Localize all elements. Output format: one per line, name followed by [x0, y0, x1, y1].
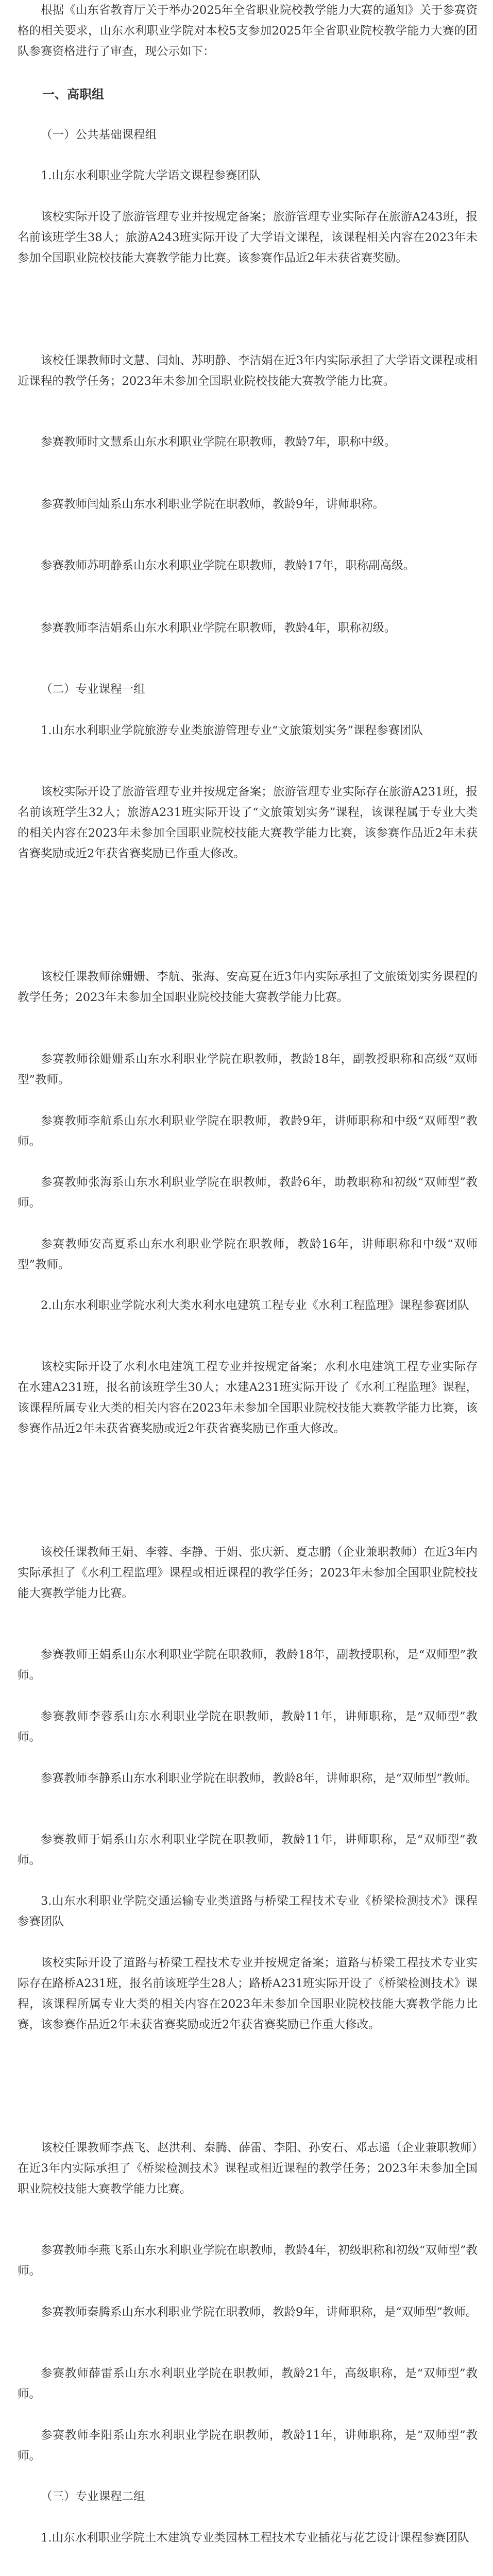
group-heading-public-foundation: （一）公共基础课程组: [41, 128, 157, 142]
team-paragraph: 该校任课教师徐姗姗、李航、张海、安高夏在近3年内实际承担了文旅策划实务课程的教学任务；2023年未参加全国职业院校技能大赛教学能力比赛。: [18, 970, 478, 1004]
team-paragraph: 参赛教师于娟系山东水利职业学院在职教师，教龄11年，讲师职称，是“双师型”教师。: [18, 1833, 478, 1867]
team-paragraph: 参赛教师李蓉系山东水利职业学院在职教师，教龄11年，讲师职称，是“双师型”教师。: [18, 1710, 478, 1744]
team-paragraph: 该校实际开设了道路与桥梁工程技术专业并按规定备案；道路与桥梁工程技术专业实际存在路桥A231班，报名前该班学生28人；路桥A231班实际开设了《桥梁检测技术》课程，该课程所属专业大类的相关内容在2023年未参加全国职业院校技能大赛教学能力比赛，该参赛作品近2年未获省赛奖励或近2年获省赛奖励已作重大修改。: [18, 1956, 478, 2031]
team-paragraph: 该校任课教师时文慧、闫灿、苏明静、李洁娟在近3年内实际承担了大学语文课程或相近课程的教学任务；2023年未参加全国职业院校技能大赛教学能力比赛。: [18, 354, 478, 388]
team-paragraph: 参赛教师薛雷系山东水利职业学院在职教师，教龄21年，高级职称，是“双师型”教师。: [18, 2367, 478, 2401]
team-title: 2.山东水利职业学院水利大类水利水电建筑工程专业《水利工程监理》课程参赛团队: [41, 1299, 469, 1312]
team-paragraph: 该校实际开设了旅游管理专业并按规定备案；旅游管理专业实际存在旅游A231班，报名前该班学生32人；旅游A231班实际开设了“文旅策划实务”课程，该课程属于专业大类的相关内容在2023年未参加全国职业院校技能大赛教学能力比赛，该参赛作品近2年未获省赛奖励或近2年获省赛奖励已作重大修改。: [18, 785, 478, 860]
section-heading-higher-vocational: 一、高职组: [42, 87, 104, 101]
team-paragraph: 参赛教师李洁娟系山东水利职业学院在职教师，教龄4年，职称初级。: [41, 621, 396, 635]
team-paragraph: 参赛教师安高夏系山东水利职业学院在职教师，教龄16年，讲师职称和中级“双师型”教师。: [18, 1238, 478, 1272]
team-paragraph: 该校任课教师李燕飞、赵洪利、秦腾、薛雷、李阳、孙安石、邓志遥（企业兼职教师）在近3年内实际承担了《桥梁检测技术》课程或相近课程的教学任务；2023年未参加全国职业院校技能大赛教学能力比赛。: [18, 2141, 478, 2196]
document-body: [18, 0, 478, 2576]
team-paragraph: 参赛教师张海系山东水利职业学院在职教师，教龄6年，助教职称和初级“双师型”教师。: [18, 1176, 478, 1210]
team-paragraph: 该校任课教师王娟、李蓉、李静、于娟、张庆新、夏志鹏（企业兼职教师）在近3年内实际承担了《水利工程监理》课程或相近课程的教学任务；2023年未参加全国职业院校技能大赛教学能力比赛。: [18, 1546, 478, 1600]
group-heading-professional-2: （三）专业课程二组: [41, 2490, 145, 2503]
team-paragraph: 参赛教师徐姗姗系山东水利职业学院在职教师，教龄18年，副教授职称和高级“双师型”教师。: [18, 1053, 478, 1087]
group-heading-professional-1: （二）专业课程一组: [41, 683, 145, 696]
team-paragraph: 参赛教师闫灿系山东水利职业学院在职教师，教龄9年，讲师职称。: [41, 498, 384, 511]
team-paragraph: 该校实际开设了水利水电建筑工程专业并按规定备案；水利水电建筑工程专业实际存在水建A231班，报名前该班学生30人；水建A231班实际开设了《水利工程监理》课程，该课程所属专业大类的相关内容在2023年未参加全国职业院校技能大赛教学能力比赛，该参赛作品近2年未获省赛奖励或近2年获省赛奖励已作重大修改。: [18, 1360, 478, 1435]
team-paragraph: 参赛教师李阳系山东水利职业学院在职教师，教龄11年，讲师职称，是“双师型”教师。: [18, 2429, 478, 2463]
team-paragraph: 参赛教师苏明静系山东水利职业学院在职教师，教龄17年，职称副高级。: [41, 559, 415, 572]
team-title: 1.山东水利职业学院土木建筑专业类园林工程技术专业插花与花艺设计课程参赛团队: [41, 2531, 469, 2545]
intro-paragraph: 根据《山东省教育厅关于举办2025年全省职业院校教学能力大赛的通知》关于参赛资格的相关要求，山东水利职业学院对本校5支参加2025年全省职业院校教学能力大赛的团队参赛资格进行了审查，现公示如下：: [18, 4, 478, 58]
team-title: 1.山东水利职业学院大学语文课程参赛团队: [41, 169, 261, 182]
team-paragraph: 参赛教师李燕飞系山东水利职业学院在职教师，教龄4年，初级职称和初级“双师型”教师。: [18, 2244, 478, 2278]
team-paragraph: 参赛教师时文慧系山东水利职业学院在职教师，教龄7年，职称中级。: [41, 435, 396, 449]
team-paragraph: 参赛教师王娟系山东水利职业学院在职教师，教龄18年，副教授职称，是“双师型”教师。: [18, 1648, 478, 1682]
team-paragraph: 参赛教师李航系山东水利职业学院在职教师，教龄9年，讲师职称和中级“双师型”教师。: [18, 1114, 478, 1148]
team-paragraph: 参赛教师秦腾系山东水利职业学院在职教师，教龄9年，讲师职称，是“双师型”教师。: [41, 2306, 478, 2319]
team-title: 1.山东水利职业学院旅游专业类旅游管理专业“文旅策划实务”课程参赛团队: [41, 724, 423, 737]
team-paragraph: 参赛教师李静系山东水利职业学院在职教师，教龄8年，讲师职称，是“双师型”教师。: [41, 1772, 478, 1785]
team-title: 3.山东水利职业学院交通运输专业类道路与桥梁工程技术专业《桥梁检测技术》课程参赛团队: [18, 1894, 478, 1928]
team-paragraph: 该校实际开设了旅游管理专业并按规定备案；旅游管理专业实际存在旅游A243班，报名前该班学生38人；旅游A243班实际开设了大学语文课程，该课程相关内容在2023年未参加全国职业院校技能大赛教学能力比赛。该参赛作品近2年未获省赛奖励。: [18, 210, 478, 265]
